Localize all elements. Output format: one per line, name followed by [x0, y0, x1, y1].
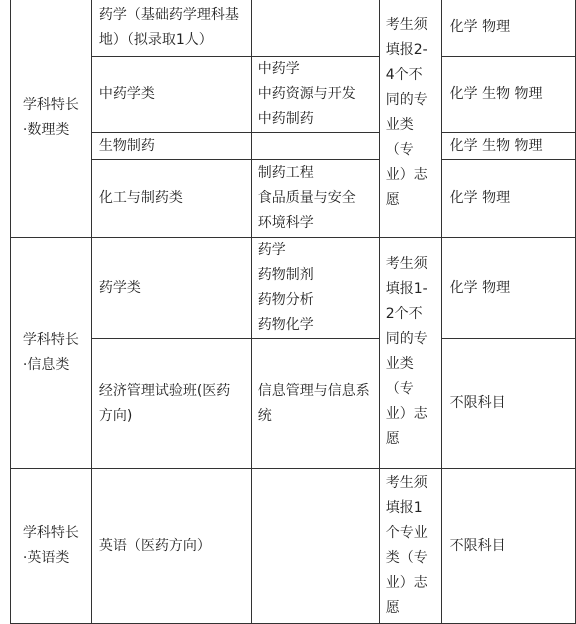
major-cell [91, 469, 251, 624]
requirement-note-cell [379, 238, 441, 469]
sub-major-cell [251, 339, 379, 469]
requirement-note-cell [379, 0, 441, 238]
category-cell [11, 469, 92, 624]
category-line: 学科特长 [22, 97, 79, 113]
sub-major-line: 药学 [257, 242, 286, 258]
note-line: 考生须 [385, 256, 428, 272]
note-line: 4个不 [385, 67, 423, 83]
subjects-cell: 不限科目 [441, 469, 575, 624]
category-line: 学科特长 [22, 332, 79, 348]
category-line: ·英语类 [22, 550, 70, 566]
sub-major-cell [251, 0, 379, 57]
subjects-cell: 化学 物理 [441, 160, 575, 238]
sub-major-line: 药物分析 [257, 292, 314, 308]
admission-table [10, 0, 576, 624]
requirement-note-cell [379, 469, 441, 624]
major-cell [91, 160, 251, 238]
table-row [11, 57, 576, 133]
major-cell [91, 0, 251, 57]
major-line: 药学（基础药学理科基 [98, 6, 239, 23]
sub-major-line: 环境科学 [257, 215, 314, 231]
sub-major-line: 中药制药 [257, 111, 314, 127]
major-cell [91, 133, 251, 160]
sub-major-cell [251, 160, 379, 238]
subjects-cell: 化学 物理 [441, 238, 575, 339]
major-cell [91, 57, 251, 133]
subjects-cell: 化学 物理 [441, 0, 575, 57]
sub-major-line: 中药学 [257, 61, 300, 77]
note-line: 业类 [385, 356, 414, 372]
note-line: （专 [385, 381, 414, 397]
note-line: 业）志 [385, 406, 428, 422]
table-row [11, 133, 576, 160]
major-line: 方向) [98, 407, 133, 424]
note-line: 同的专 [385, 92, 428, 108]
major-line: 经济管理试验班(医药 [98, 382, 231, 399]
note-line: 填报1 [385, 500, 423, 516]
note-line: 愿 [385, 431, 400, 447]
note-line: 2个不 [385, 306, 423, 322]
category-cell [11, 0, 92, 238]
sub-major-line: 信息管理与信息系 [257, 382, 370, 399]
note-line: 个专业 [385, 525, 428, 541]
note-line: 愿 [385, 192, 400, 208]
sub-major-line: 中药资源与开发 [257, 86, 356, 102]
major-line: 生物制药 [98, 137, 155, 154]
sub-major-cell [251, 57, 379, 133]
major-line: 药学类 [98, 279, 141, 296]
major-line: 中药学类 [98, 86, 155, 102]
note-line: 考生须 [385, 17, 428, 33]
major-line: 化工与制药类 [98, 190, 183, 206]
note-line: 填报1- [385, 281, 428, 297]
sub-major-cell [251, 238, 379, 339]
major-line: 地）（拟录取1人） [98, 31, 213, 48]
major-cell [91, 339, 251, 469]
note-line: 类（专 [385, 550, 428, 566]
note-line: 考生须 [385, 475, 428, 491]
note-line: 愿 [385, 600, 400, 616]
category-cell [11, 238, 92, 469]
note-line: 同的专 [385, 331, 428, 347]
sub-major-cell [251, 469, 379, 624]
category-line: ·信息类 [22, 357, 70, 373]
major-cell [91, 238, 251, 339]
subjects-cell: 不限科目 [441, 339, 575, 469]
sub-major-cell [251, 133, 379, 160]
sub-major-line: 食品质量与安全 [257, 190, 356, 206]
table-row [11, 238, 576, 339]
table-row [11, 339, 576, 469]
sub-major-line: 药物化学 [257, 317, 314, 333]
category-line: ·数理类 [22, 122, 70, 138]
note-line: 填报2- [385, 42, 428, 58]
sub-major-line: 统 [257, 407, 272, 424]
category-line: 学科特长 [22, 525, 79, 541]
subjects-cell: 化学 生物 物理 [441, 133, 575, 160]
subjects-cell: 化学 生物 物理 [441, 57, 575, 133]
note-line: （专 [385, 142, 414, 158]
table-row [11, 469, 576, 624]
note-line: 业类 [385, 117, 414, 133]
sub-major-line: 制药工程 [257, 165, 314, 181]
sub-major-line: 药物制剂 [257, 267, 314, 283]
table-row [11, 160, 576, 238]
major-line: 英语（医药方向） [98, 537, 211, 554]
table-row [11, 0, 576, 57]
note-line: 业）志 [385, 167, 428, 183]
note-line: 业）志 [385, 575, 428, 591]
